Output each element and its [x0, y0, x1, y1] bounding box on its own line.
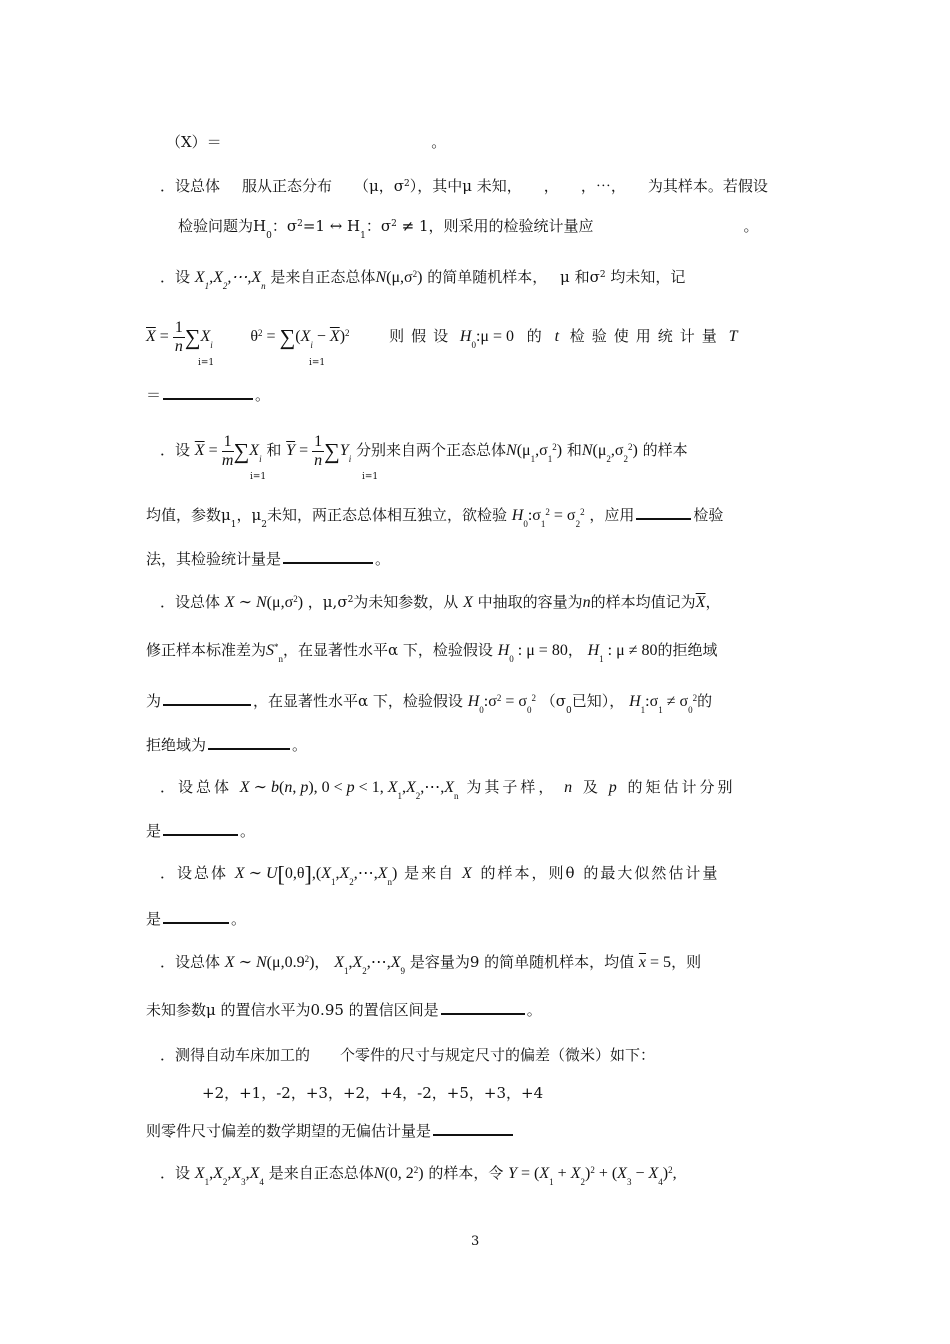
q8-line3: 则零件尺寸偏差的数学期望的无偏估计量是 — [146, 1120, 515, 1142]
answer-blank[interactable] — [208, 736, 290, 750]
answer-blank[interactable] — [441, 1001, 525, 1015]
q8-line1: ．测得自动车床加工的 个零件的尺寸与规定尺寸的偏差（微米）如下： — [160, 1046, 656, 1064]
document-page: （X）＝ 。 ．设总体 服从正态分布 （μ，$\sigma^2$），其中μ 未知， ， ，⋯， 为其样本。若假设 检验问题为$H_0$：$\sigma^2=1$ ↔ $H_1$：$\sigma^2 \ne 1$，则采用的检验统计量应 。 ．设 $X_1,X_2,\cdots,X_n$ 是来自正态总体$N(\mu,\sigma^2)$ 的简单随机样本， μ 和$\sigma^2$ 均未知，记 $\overline{X}$ = $\frac{1}{n}$ $\sum X_i$ $\theta^2 = \sum(X_i - \overline{X})^2$ 则假设 $H_0:\mu = 0$ 的 t 检验使用统计量 T i=1 i=1 ＝ 。 ．设 $\overline{X}$ = $\frac{1}{m}$ $\sum X_i$ 和 $\overline{Y}$ = $\frac{1}{n}$ $\sum Y_i$ 分别来自两个正态总体$N(\mu_1,\sigma_1^2)$ 和$N(\mu_2,\sigma_2^2)$ 的样本 i=1 i=1 均值，参数$\mu_1$，$\mu_2$未知，两正态总体相互独立，欲检验 $H_0:\sigma_1^2 = \sigma_2^2$ ，应用 检验 法，其检验统计量是 。 ．设总体 X ∼ $N(\mu,\sigma^2)$ ，$\mu,\sigma^2$为未知参数，从 X 中抽取的容量为n的样本均值记为$\overline{X}$， 修正样本标准差为$S^*_n$，在显著性水平α 下，检验假设 $H_0$ : μ = 80， $H_1$ : μ ≠ 80的拒绝域 为 ，在显著性水平α 下，检验假设 $H_0:\sigma^2 = \sigma_0^2$ （$\sigma_0$已知）， $H_1:\sigma_1 \ne \sigma_0^2$的 拒绝域为 。 ．设总体 X ∼ b(n, p), 0 < p < 1, $X_1,X_2,\cdots,X_n$ 为其子样， n 及 p 的矩估计分别 是 。 ．设总体 X ∼ $U[0,\theta],(X_1,X_2,\cdots,X_n)$ 是来自 X 的样本，则θ 的最大似然估计量 是 。 ．设总体 X ∼ N(μ,0.9$^2$)， $X_1,X_2,\cdots,X_9$ 是容量为9 的简单随机样本，均值 $\overline{x} = 5$，则 未知参数μ 的置信水平为0.95 的置信区间是 。 ．测得自动车床加工的 个零件的尺寸与规定尺寸的偏差（微米）如下： +2，+1，-2，+3，+2，+4，-2，+5，+3，+4 则零件尺寸偏差的数学期望的无偏估计量是 ．设 $X_1,X_2,X_3,X_4$ 是来自正态总体N(0, $2^2$) 的样本，令 $Y = (X_1 + X_2)^2 + (X_3 - X_4)^2$, 3 — [146, 133, 768, 1249]
q7-line2: 未知参数μ 的置信水平为0.95 的置信区间是 。 — [146, 1001, 542, 1019]
q6-line2: 是 。 — [146, 910, 247, 928]
q7-line1: ．设总体 X ∼ N(μ,0.9$^2$)， $X_1,X_2,\cdots,X_9$ 是容量为9 的简单随机样本，均值 $\overline{x} = 5$，则 — [160, 953, 702, 976]
q6-line1: ．设总体 X ∼ $U[0,\theta],(X_1,X_2,\cdots,X_n)$ 是来自 X 的样本，则θ 的最大似然估计量 — [160, 861, 720, 887]
q4-line3: 为 ，在显著性水平α 下，检验假设 $H_0:\sigma^2 = \sigma_0^2$ （$\sigma_0$已知）， $H_1:\sigma_1 \ne \sigma_0^2$的 — [146, 692, 713, 716]
q1-line1: ．设总体 服从正态分布 （μ，$\sigma^2$），其中μ 未知， ， ，⋯， 为其样本。若假设 — [160, 177, 768, 195]
answer-blank[interactable] — [283, 550, 373, 564]
answer-blank[interactable] — [636, 506, 691, 520]
q2-line3: ＝ 。 — [146, 386, 271, 404]
answer-blank[interactable] — [163, 822, 238, 836]
answer-blank[interactable] — [163, 910, 229, 924]
page-number: 3 — [471, 1234, 480, 1249]
q5-line2: 是 。 — [146, 822, 256, 840]
q4-line2: 修正样本标准差为$S^*_n$，在显著性水平α 下，检验假设 $H_0$ : μ = 80， $H_1$ : μ ≠ 80的拒绝域 — [146, 641, 718, 664]
top-line: （X）＝ 。 — [166, 133, 447, 151]
q9-line1: ．设 $X_1,X_2,X_3,X_4$ 是来自正态总体N(0, $2^2$) 的样本，令 $Y = (X_1 + X_2)^2 + (X_3 - X_4)^2$, — [160, 1164, 677, 1187]
q4-line1: ．设总体 X ∼ $N(\mu,\sigma^2)$ ，$\mu,\sigma^2$为未知参数，从 X 中抽取的容量为n的样本均值记为$\overline{X}$， — [160, 593, 721, 611]
q8-line2: +2，+1，-2，+3，+2，+4，-2，+5，+3，+4 — [202, 1084, 544, 1102]
q5-line1: ．设总体 X ∼ b(n, p), 0 < p < 1, $X_1,X_2,\cdots,X_n$ 为其子样， n 及 p 的矩估计分别 — [160, 778, 736, 801]
answer-blank[interactable] — [163, 692, 251, 706]
answer-blank[interactable] — [433, 1122, 513, 1136]
q2-line1: ．设 $X_1,X_2,\cdots,X_n$ 是来自正态总体$N(\mu,\sigma^2)$ 的简单随机样本， μ 和$\sigma^2$ 均未知，记 — [160, 268, 686, 291]
q3-line3: 法，其检验统计量是 。 — [146, 550, 391, 568]
q4-line4: 拒绝域为 。 — [146, 736, 308, 754]
q3-line2: 均值，参数$\mu_1$，$\mu_2$未知，两正态总体相互独立，欲检验 $H_0:\sigma_1^2 = \sigma_2^2$ ，应用 检验 — [146, 506, 724, 530]
top-line-text: （X）＝ — [166, 133, 222, 151]
answer-blank[interactable] — [163, 386, 253, 400]
q2-line2: $\overline{X}$ = $\frac{1}{n}$ $\sum X_i$ $\theta^2 = \sum(X_i - \overline{X})^2$ 则假设 $H_0:\mu = 0$ 的 t 检验使用统计量 T — [146, 318, 738, 355]
q1-line2: 检验问题为$H_0$：$\sigma^2=1$ ↔ $H_1$：$\sigma^2 \ne 1$，则采用的检验统计量应 。 — [178, 217, 759, 241]
q3-line1: ．设 $\overline{X}$ = $\frac{1}{m}$ $\sum X_i$ 和 $\overline{Y}$ = $\frac{1}{n}$ $\sum Y_i$ 分别来自两个正态总体$N(\mu_1,\sigma_1^2)$ 和$N(\mu_2,\sigma_2^2)$ 的样本 — [160, 432, 688, 469]
